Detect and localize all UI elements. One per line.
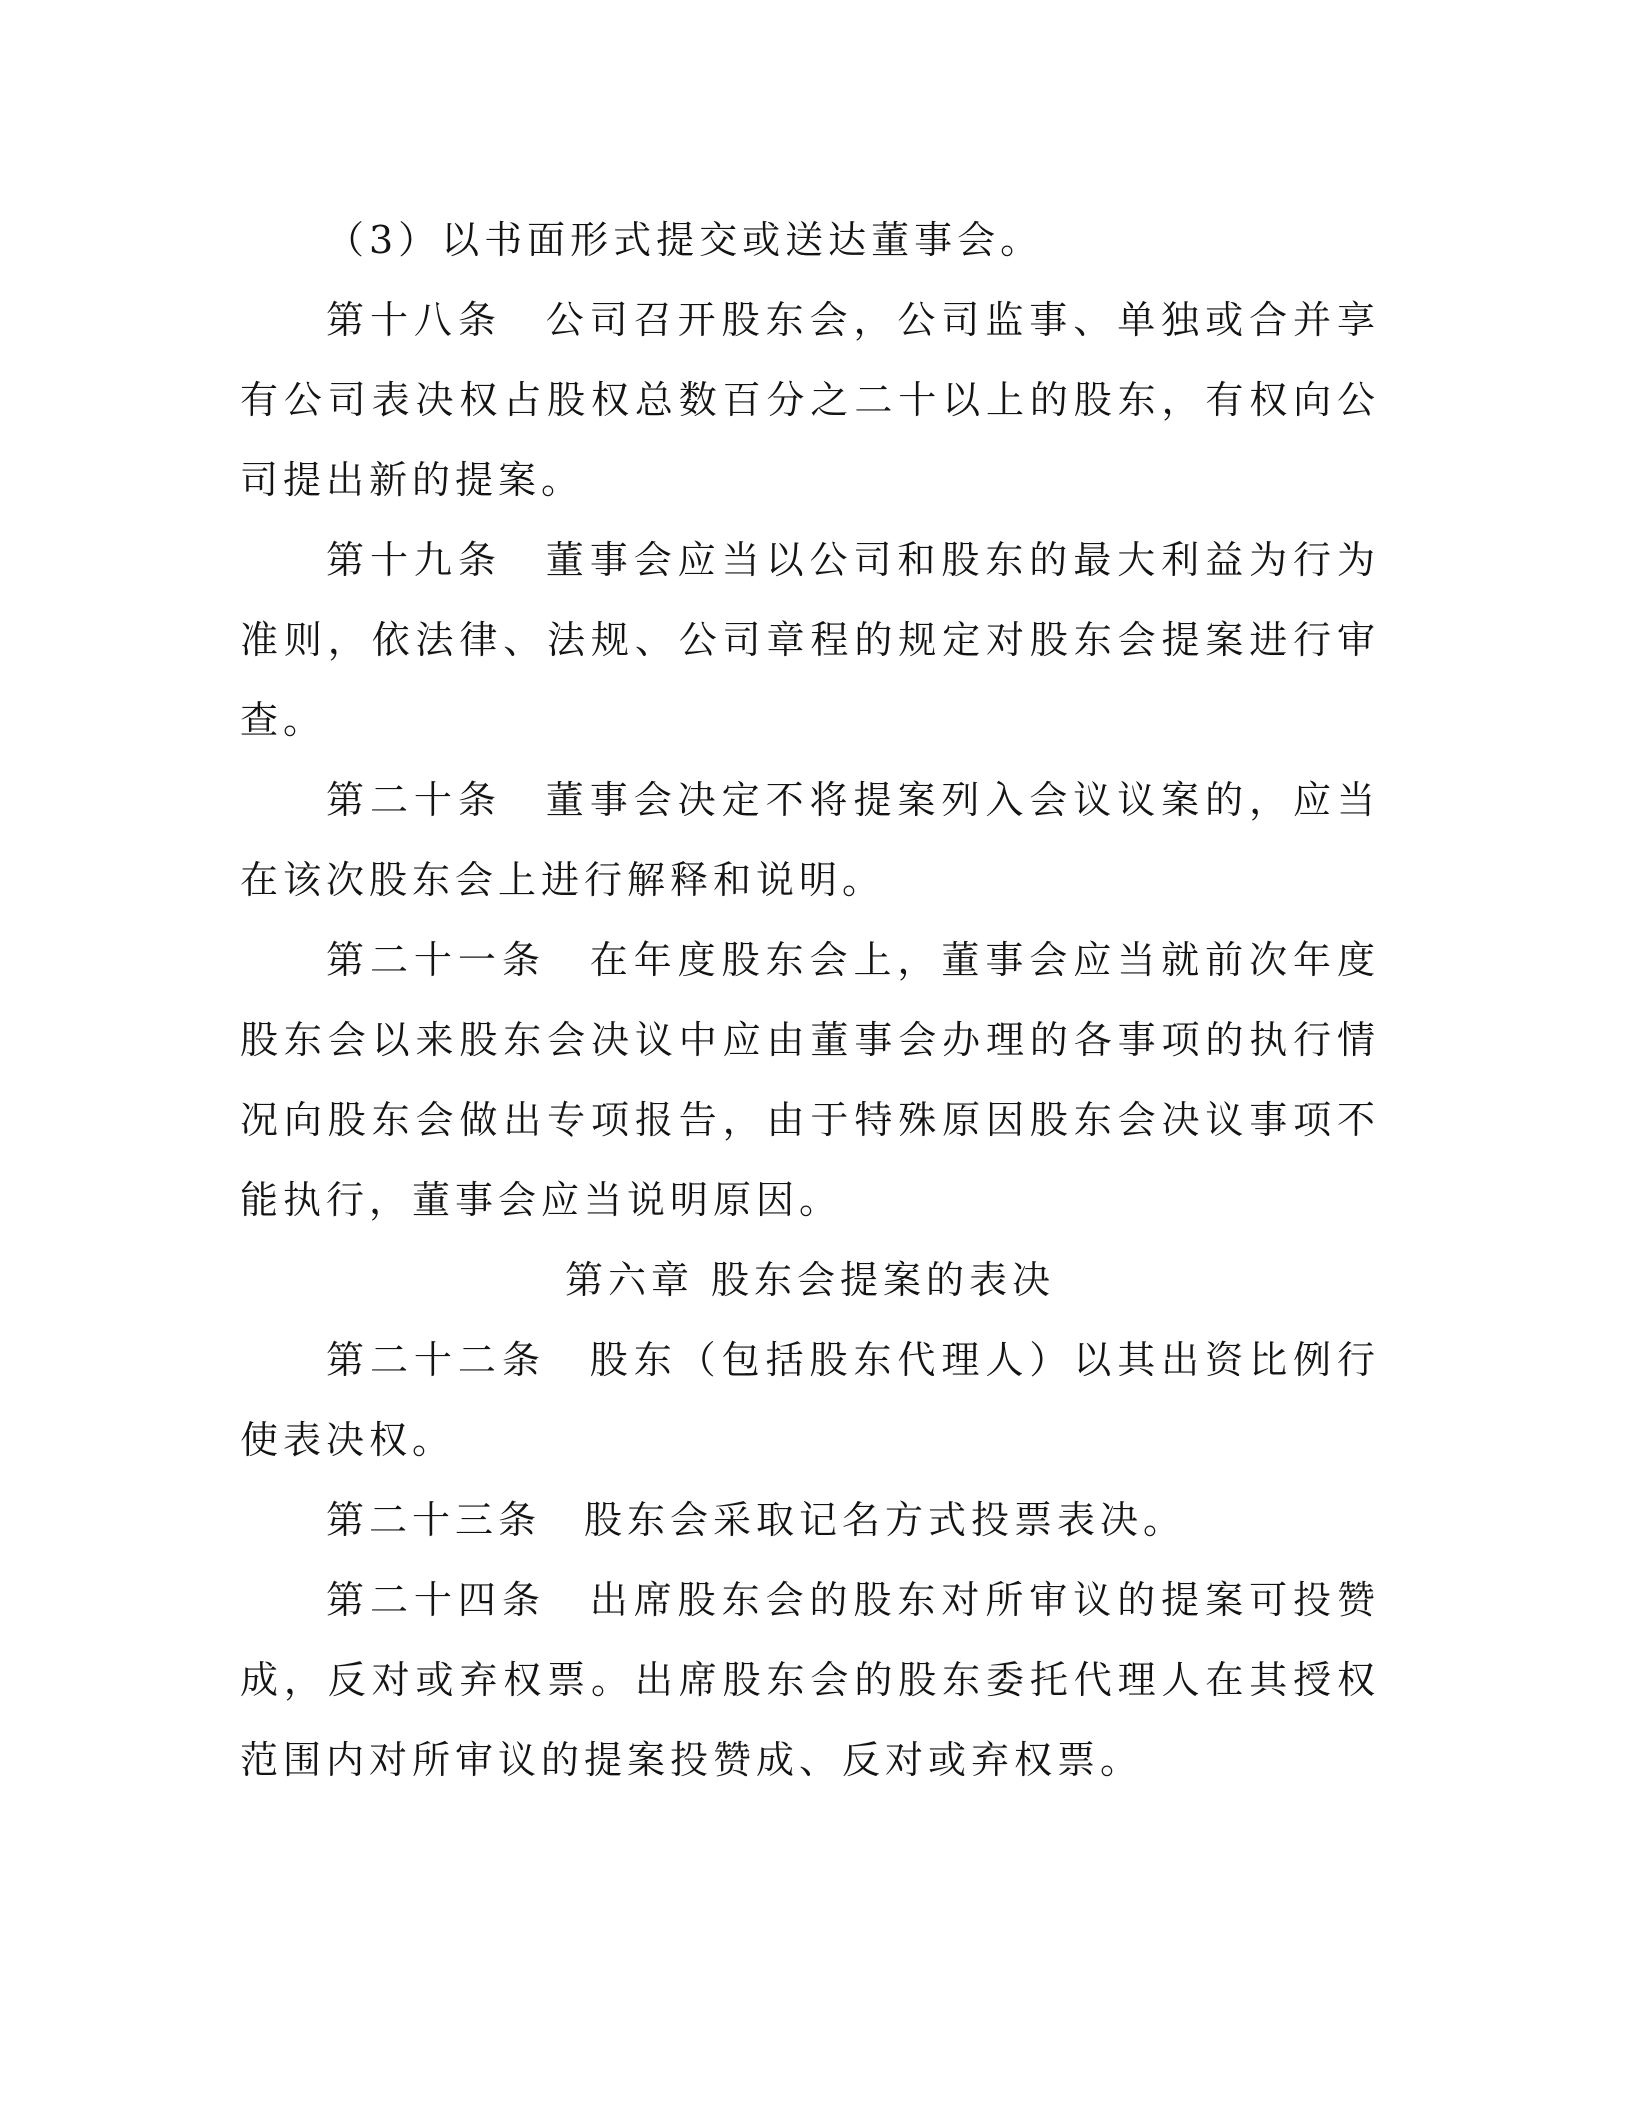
document-body	[240, 200, 1380, 1800]
article-22	[240, 1320, 1380, 1480]
article-title: 第十九条	[326, 538, 502, 582]
article-text: 股东会采取记名方式投票表决。	[584, 1498, 1187, 1542]
article-24	[240, 1560, 1380, 1800]
article-title: 第二十三条	[326, 1498, 542, 1542]
article-21	[240, 920, 1380, 1240]
article-text: 公司召开股东会，公司监事、单独或合并享有公司表决权占股权总数百分之二十以上的股东，有权向公司提出新的提案。	[240, 298, 1380, 502]
paragraph-text: （3）以书面形式提交或送达董事会。	[326, 218, 1044, 262]
article-text: 股东（包括股东代理人）以其出资比例行使表决权。	[240, 1338, 1380, 1462]
article-text: 董事会决定不将提案列入会议议案的，应当在该次股东会上进行解释和说明。	[240, 778, 1380, 902]
article-20	[240, 760, 1380, 920]
article-title: 第二十一条	[326, 938, 546, 982]
article-text: 董事会应当以公司和股东的最大利益为行为准则，依法律、法规、公司章程的规定对股东会提案进行审查。	[240, 538, 1380, 742]
chapter-heading: 第六章 股东会提案的表决	[564, 1258, 1056, 1302]
article-text: 在年度股东会上，董事会应当就前次年度股东会以来股东会决议中应由董事会办理的各事项的执行情况向股东会做出专项报告，由于特殊原因股东会决议事项不能执行，董事会应当说明原因。	[240, 938, 1380, 1222]
paragraph-item-3	[240, 200, 1380, 280]
article-18	[240, 280, 1380, 520]
article-19	[240, 520, 1380, 760]
article-title: 第二十二条	[326, 1338, 546, 1382]
article-23	[240, 1480, 1380, 1560]
article-text: 出席股东会的股东对所审议的提案可投赞成，反对或弃权票。出席股东会的股东委托代理人在其授权范围内对所审议的提案投赞成、反对或弃权票。	[240, 1578, 1380, 1782]
article-title: 第十八条	[326, 298, 502, 342]
article-title: 第二十条	[326, 778, 502, 822]
article-title: 第二十四条	[326, 1578, 546, 1622]
